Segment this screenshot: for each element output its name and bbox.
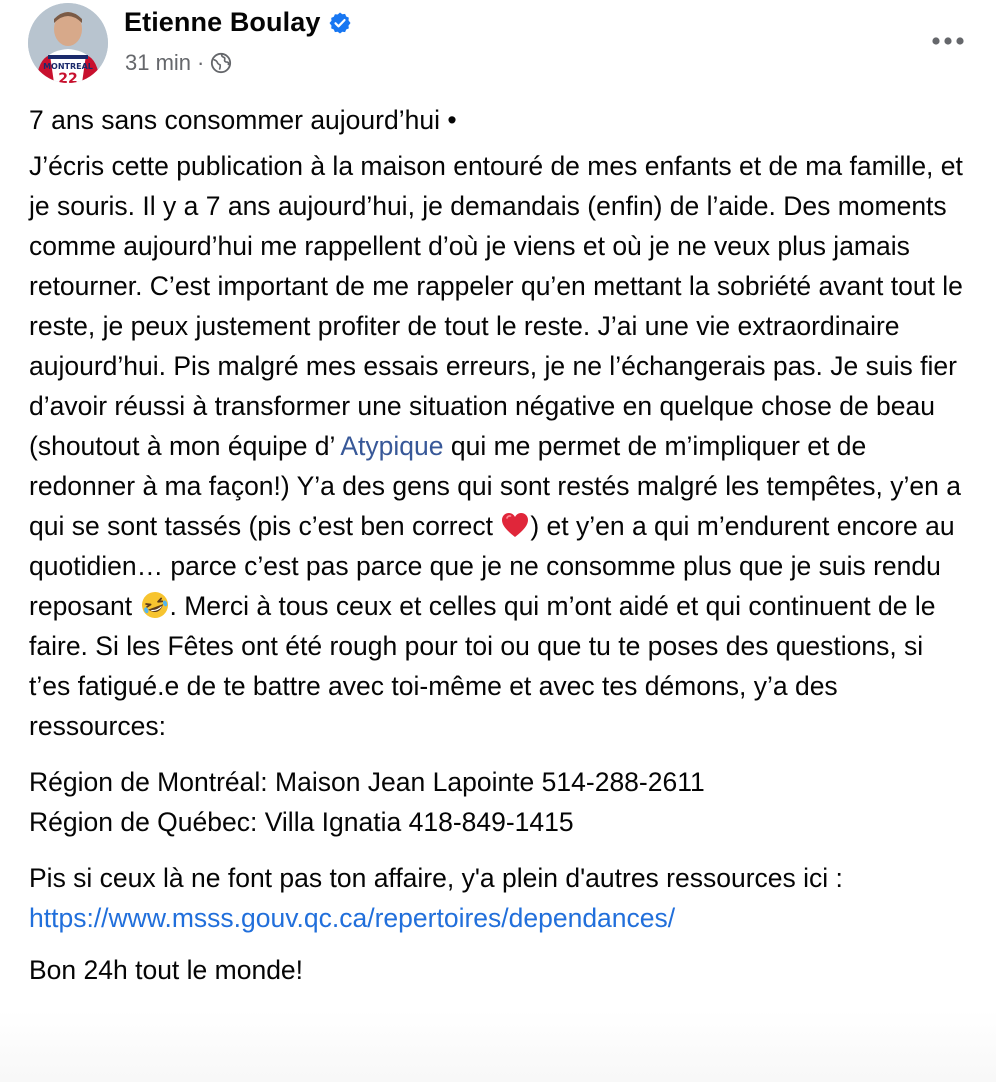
verified-badge-icon: [328, 11, 352, 35]
post-main-paragraph: [29, 146, 969, 746]
more-options-button[interactable]: [928, 21, 968, 61]
avatar-jersey-number: 22: [58, 71, 78, 83]
main-text-part-3: ) et y’en a qui m’endurent encore au quotidien… parce c’est pas parce que je ne consomme plus que je suis rendu reposant: [29, 511, 955, 621]
main-text-part-2: qui me permet de m’impliquer et de redonner à ma façon!) Y’a des gens qui sont restés malgré les tempêtes, y’en a qui se sont tassés (pis c’est ben correct: [29, 431, 961, 541]
main-text-part-4: . Merci à tous ceux et celles qui m’ont aidé et qui continuent de le faire. Si les Fêtes ont été rough pour toi ou que tu te poses des questions, si t’es fatigué.e de te battre avec toi-même et avec tes démons, y’a des ressources:: [29, 591, 936, 741]
atypique-link[interactable]: Atypique: [340, 431, 444, 461]
bottom-fade: [0, 1010, 996, 1082]
closing-line: Bon 24h tout le monde!: [29, 955, 304, 985]
globe-icon[interactable]: [210, 52, 232, 74]
author-row: [124, 7, 352, 38]
post-content: [29, 100, 969, 990]
post-timestamp[interactable]: 31 min: [125, 50, 192, 75]
post-title-line: 7 ans sans consommer aujourd’hui •: [29, 105, 457, 135]
resource-montreal: Région de Montréal: Maison Jean Lapointe 514-288-2611: [29, 767, 705, 797]
author-name[interactable]: Etienne Boulay: [124, 7, 321, 37]
avatar[interactable]: [28, 3, 108, 83]
rolling-laughing-emoji: [140, 590, 170, 620]
red-heart-emoji: [500, 510, 530, 540]
post-header: [28, 3, 968, 83]
resources-url-link[interactable]: https://www.msss.gouv.qc.ca/repertoires/dependances/: [29, 903, 676, 933]
avatar-jersey-text: MONTREAL: [43, 62, 93, 71]
main-text-part-1: J’écris cette publication à la maison entouré de mes enfants et de ma famille, et je souris. Il y a 7 ans aujourd’hui, je demandais (enfin) de l’aide. Des moments comme aujourd’hui me rappellent d’où je viens et où je ne veux plus jamais retourner. C’est important de me rappeler qu’en mettant la sobriété avant tout le reste, je peux justement profiter de tout le reste. J’ai une vie extraordinaire aujourd’hui. Pis malgré mes essais erreurs, je ne l’échangerais pas. Je suis fier d’avoir réussi à transformer une situation négative en quelque chose de beau (shoutout à mon équipe d’: [29, 151, 963, 461]
meta-separator: ·: [197, 50, 205, 75]
resource-quebec: Région de Québec: Villa Ignatia 418-849-1415: [29, 807, 574, 837]
more-resources-paragraph: [29, 858, 969, 938]
avatar-image: [28, 3, 108, 83]
post-meta: [125, 50, 232, 76]
more-options-icon: [931, 36, 965, 46]
more-resources-text: Pis si ceux là ne font pas ton affaire, y'a plein d'autres ressources ici :: [29, 863, 843, 893]
